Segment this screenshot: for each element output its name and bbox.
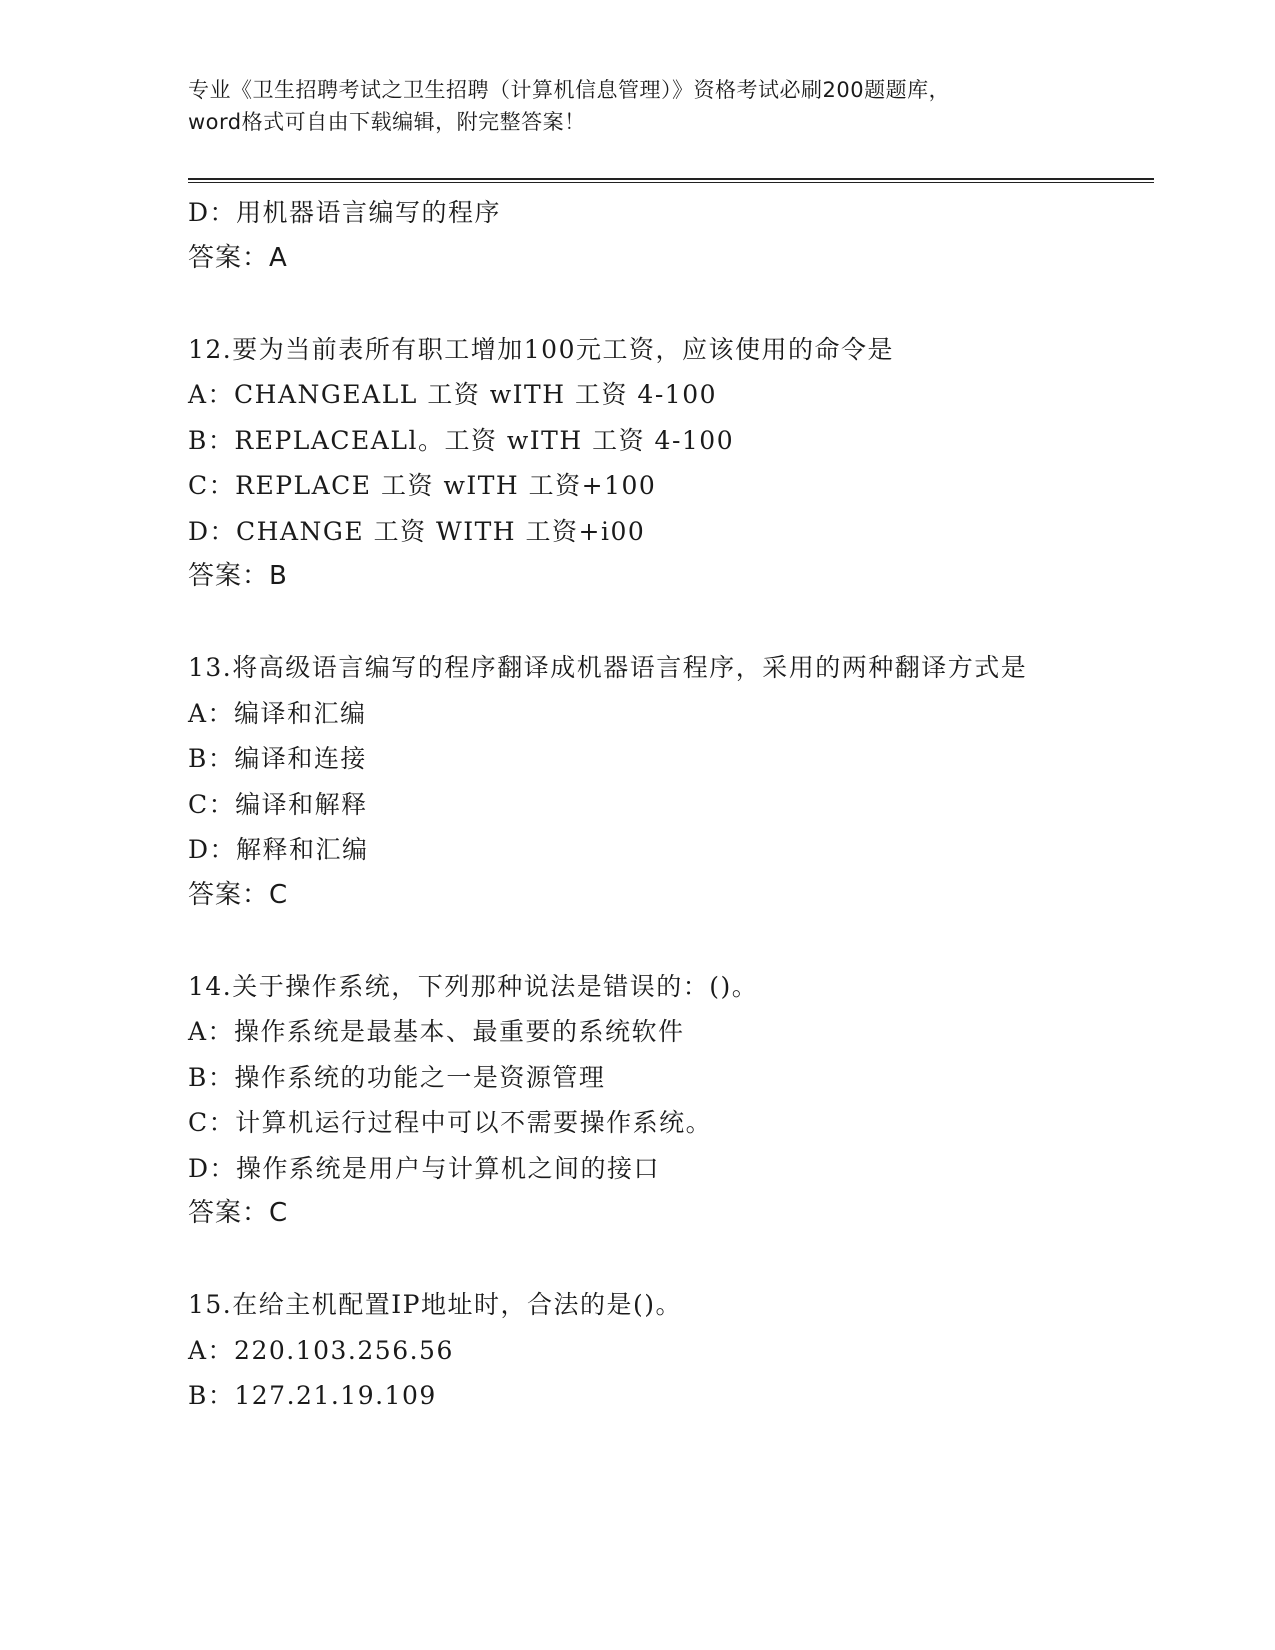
- option-a: A：操作系统是最基本、最重要的系统软件: [188, 1017, 685, 1046]
- question-15: [188, 1282, 1148, 1419]
- answer-line: 答案：C: [188, 1198, 289, 1228]
- question-11-partial: [188, 190, 1148, 281]
- header-divider-thin: [188, 182, 1154, 183]
- answer-line: 答案：A: [188, 242, 288, 273]
- option-b: B：操作系统的功能之一是资源管理: [188, 1062, 606, 1092]
- question-12: [188, 327, 1148, 600]
- question-13: [188, 645, 1148, 918]
- option-c: C：计算机运行过程中可以不需要操作系统。: [188, 1108, 713, 1137]
- question-stem: 13.将高级语言编写的程序翻译成机器语言程序，采用的两种翻译方式是: [188, 653, 1028, 682]
- option-d: D：用机器语言编写的程序: [188, 198, 502, 227]
- option-b: B：编译和连接: [188, 744, 367, 773]
- answer-line: 答案：C: [188, 879, 289, 910]
- header-line-2: word格式可自由下载编辑，附完整答案！: [188, 110, 586, 134]
- question-14: [188, 964, 1148, 1237]
- header-divider-thick: [188, 178, 1154, 180]
- question-stem: 14.关于操作系统，下列那种说法是错误的：()。: [188, 971, 759, 1001]
- answer-line: 答案：B: [188, 561, 288, 591]
- header-line-1: 专业《卫生招聘考试之卫生招聘（计算机信息管理）》资格考试必刷200题题库，: [188, 78, 951, 102]
- option-d: D：解释和汇编: [188, 835, 369, 864]
- option-b: B：REPLACEALl。工资 wITH 工资 4-100: [188, 425, 735, 455]
- option-b: B：127.21.19.109: [188, 1381, 437, 1410]
- option-c: C：REPLACE 工资 wITH 工资+100: [188, 471, 657, 500]
- question-stem: 15.在给主机配置IP地址时，合法的是()。: [188, 1290, 682, 1319]
- option-a: A：CHANGEALL 工资 wITH 工资 4-100: [188, 380, 717, 409]
- option-a: A：220.103.256.56: [188, 1335, 454, 1365]
- option-c: C：编译和解释: [188, 789, 368, 819]
- option-d: D：CHANGE 工资 WITH 工资+i00: [188, 516, 646, 546]
- document-body: [188, 190, 1148, 1419]
- question-stem: 12.要为当前表所有职工增加100元工资，应该使用的命令是: [188, 334, 894, 364]
- option-a: A：编译和汇编: [188, 698, 367, 728]
- option-d: D：操作系统是用户与计算机之间的接口: [188, 1153, 661, 1183]
- document-header: [188, 74, 1088, 138]
